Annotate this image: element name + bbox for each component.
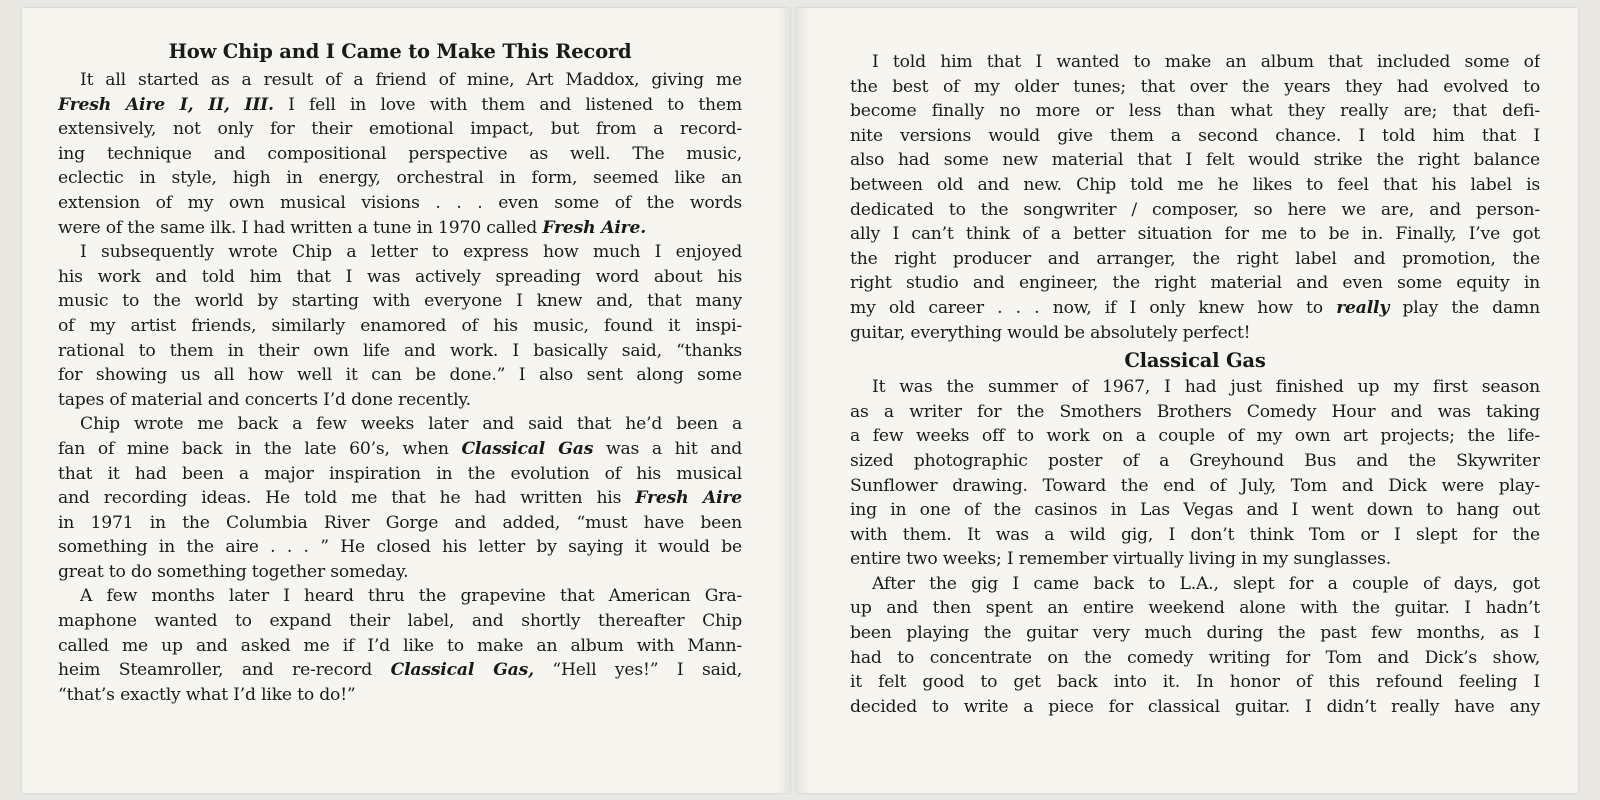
line-text: It was the summer of 1967, I had just finished up my first season — [872, 377, 1540, 398]
text-line — [58, 117, 742, 142]
text-line — [850, 547, 1540, 572]
line-text: had to concentrate on the comedy writing for Tom and Dick’s show, — [850, 647, 1540, 668]
text-line — [850, 646, 1540, 671]
emphasized-text: Fresh Aire. — [542, 217, 647, 238]
text-line — [58, 486, 742, 511]
text-line — [850, 75, 1540, 100]
text-line — [58, 265, 742, 290]
line-text: eclectic in style, high in energy, orchestral in form, seemed like an — [58, 168, 742, 189]
section-heading-classical-gas: Classical Gas — [1124, 349, 1266, 373]
text-line — [58, 462, 742, 487]
line-text: ing in one of the casinos in Las Vegas and I went down to hang out — [850, 500, 1540, 521]
text-line — [58, 609, 742, 634]
gutter-shadow-left — [776, 8, 790, 793]
text-line — [850, 523, 1540, 548]
right-body-lines-bottom — [850, 375, 1540, 719]
right-body-lines-top — [850, 50, 1540, 345]
emphasized-text: Classical Gas, — [390, 660, 534, 681]
text-line — [58, 289, 742, 314]
line-text: I told him that I wanted to make an album that included some of — [872, 52, 1540, 72]
line-text: extensively, not only for their emotional impact, but from a record- — [58, 119, 742, 140]
text-line — [58, 240, 742, 265]
line-text: It all started as a result of a friend of mine, Art Maddox, giving me — [80, 70, 742, 90]
line-text: sized photographic poster of a Greyhound Bus and the Skywriter — [850, 450, 1540, 471]
right-page-text — [850, 50, 1540, 719]
line-text: guitar, everything would be absolutely perfect! — [850, 322, 1251, 343]
line-text: called me up and asked me if I’d like to make an album with Mann- — [58, 635, 742, 656]
line-text: ally I can’t think of a better situation for me to be in. Finally, I’ve got — [850, 224, 1540, 245]
text-line — [58, 216, 742, 241]
text-line — [850, 596, 1540, 621]
text-line — [58, 535, 742, 560]
text-line — [58, 166, 742, 191]
line-text: great to do something together someday. — [58, 561, 409, 582]
text-line — [58, 142, 742, 167]
text-line — [850, 296, 1540, 321]
line-text: “that’s exactly what I’d like to do!” — [58, 684, 356, 705]
line-text: After the gig I came back to L.A., slept for a couple of days, got — [872, 573, 1540, 594]
line-text: A few months later I heard thru the grapevine that American Gra- — [80, 586, 742, 607]
text-line — [850, 670, 1540, 695]
line-text: his work and told him that I was actively spreading word about his — [58, 266, 742, 287]
text-line — [850, 572, 1540, 597]
text-line — [850, 173, 1540, 198]
text-line — [850, 621, 1540, 646]
line-text: extension of my own musical visions . . . even some of the words — [58, 192, 742, 213]
emphasized-text: Classical Gas — [461, 438, 594, 459]
line-text: I subsequently wrote Chip a letter to express how much I enjoyed — [80, 242, 742, 263]
line-text: the best of my older tunes; that over the years they had evolved to — [850, 76, 1540, 97]
line-text: the right producer and arranger, the right label and promotion, the — [850, 248, 1540, 269]
text-line — [58, 191, 742, 216]
line-text: in 1971 in the Columbia River Gorge and added, “must have been — [58, 512, 742, 533]
line-text: and recording ideas. He told me that he had written his — [58, 488, 636, 509]
text-line — [850, 449, 1540, 474]
text-line — [850, 498, 1540, 523]
text-line — [58, 437, 742, 462]
text-line — [850, 247, 1540, 272]
line-text: maphone wanted to expand their label, and shortly thereafter Chip — [58, 611, 742, 632]
text-line — [850, 474, 1540, 499]
text-line — [58, 93, 742, 118]
text-line — [850, 99, 1540, 124]
text-line — [850, 375, 1540, 400]
text-line — [850, 321, 1540, 346]
line-text: was a hit and — [593, 438, 742, 459]
line-text: “Hell yes!” I said, — [533, 660, 742, 681]
text-line — [850, 424, 1540, 449]
line-text: decided to write a piece for classical guitar. I didn’t really have any — [850, 696, 1540, 717]
line-text: something in the aire . . . ” He closed his letter by saying it would be — [58, 537, 742, 558]
text-line — [850, 50, 1540, 75]
line-text: I fell in love with them and listened to them — [273, 94, 742, 115]
text-line — [58, 511, 742, 536]
text-line — [850, 198, 1540, 223]
line-text: rational to them in their own life and work. I basically said, “thanks — [58, 340, 742, 361]
text-line — [850, 222, 1540, 247]
emphasized-text: Fresh Aire I, II, III. — [58, 94, 274, 115]
text-line — [58, 363, 742, 388]
text-line — [850, 148, 1540, 173]
text-line — [58, 68, 742, 93]
text-line — [58, 339, 742, 364]
left-page-text — [58, 38, 742, 707]
line-text: as a writer for the Smothers Brothers Comedy Hour and was taking — [850, 401, 1540, 422]
text-line — [58, 634, 742, 659]
text-line — [58, 388, 742, 413]
line-text: become finally no more or less than what they really are; that defi- — [850, 101, 1540, 122]
text-line — [58, 314, 742, 339]
line-text: music to the world by starting with everyone I knew and, that many — [58, 291, 742, 312]
text-line — [850, 271, 1540, 296]
text-line — [850, 695, 1540, 720]
gutter-shadow-right — [796, 8, 810, 793]
text-line — [850, 400, 1540, 425]
line-text: been playing the guitar very much during the past few months, as I — [850, 623, 1540, 644]
text-line — [58, 584, 742, 609]
line-text: up and then spent an entire weekend alone with the guitar. I hadn’t — [850, 598, 1540, 619]
line-text: ing technique and compositional perspective as well. The music, — [58, 143, 742, 164]
line-text: right studio and engineer, the right material and even some equity in — [850, 273, 1540, 294]
line-text: were of the same ilk. I had written a tune in 1970 called — [58, 217, 543, 238]
line-text: for showing us all how well it can be done.” I also sent along some — [58, 365, 742, 386]
line-text: also had some new material that I felt would strike the right balance — [850, 150, 1540, 171]
article-heading: How Chip and I Came to Make This Record — [168, 40, 632, 63]
line-text: play the damn — [1389, 297, 1540, 318]
text-line — [58, 683, 742, 708]
line-text: of my artist friends, similarly enamored of his music, found it inspi- — [58, 315, 742, 336]
line-text: Sunflower drawing. Toward the end of July, Tom and Dick were play- — [850, 475, 1540, 496]
left-body-lines — [58, 68, 742, 707]
text-line — [58, 412, 742, 437]
line-text: that it had been a major inspiration in the evolution of his musical — [58, 463, 742, 484]
emphasized-text: Fresh Aire — [635, 488, 742, 509]
line-text: entire two weeks; I remember virtually living in my sunglasses. — [850, 549, 1391, 570]
line-text: between old and new. Chip told me he likes to feel that his label is — [850, 174, 1540, 195]
line-text: my old career . . . now, if I only knew how to — [850, 297, 1337, 318]
line-text: a few weeks off to work on a couple of my own art projects; the life- — [850, 426, 1540, 447]
text-line — [58, 560, 742, 585]
text-line — [850, 124, 1540, 149]
line-text: tapes of material and concerts I’d done recently. — [58, 389, 471, 410]
line-text: dedicated to the songwriter / composer, so here we are, and person- — [850, 199, 1540, 220]
line-text: nite versions would give them a second chance. I told him that I — [850, 125, 1540, 146]
emphasized-text: really — [1336, 297, 1390, 318]
line-text: heim Steamroller, and re-record — [58, 660, 391, 681]
line-text: Chip wrote me back a few weeks later and said that he’d been a — [80, 414, 742, 435]
text-line — [58, 658, 742, 683]
line-text: it felt good to get back into it. In honor of this refound feeling I — [850, 672, 1540, 693]
line-text: with them. It was a wild gig, I don’t think Tom or I slept for the — [850, 524, 1540, 545]
line-text: fan of mine back in the late 60’s, when — [58, 438, 462, 459]
